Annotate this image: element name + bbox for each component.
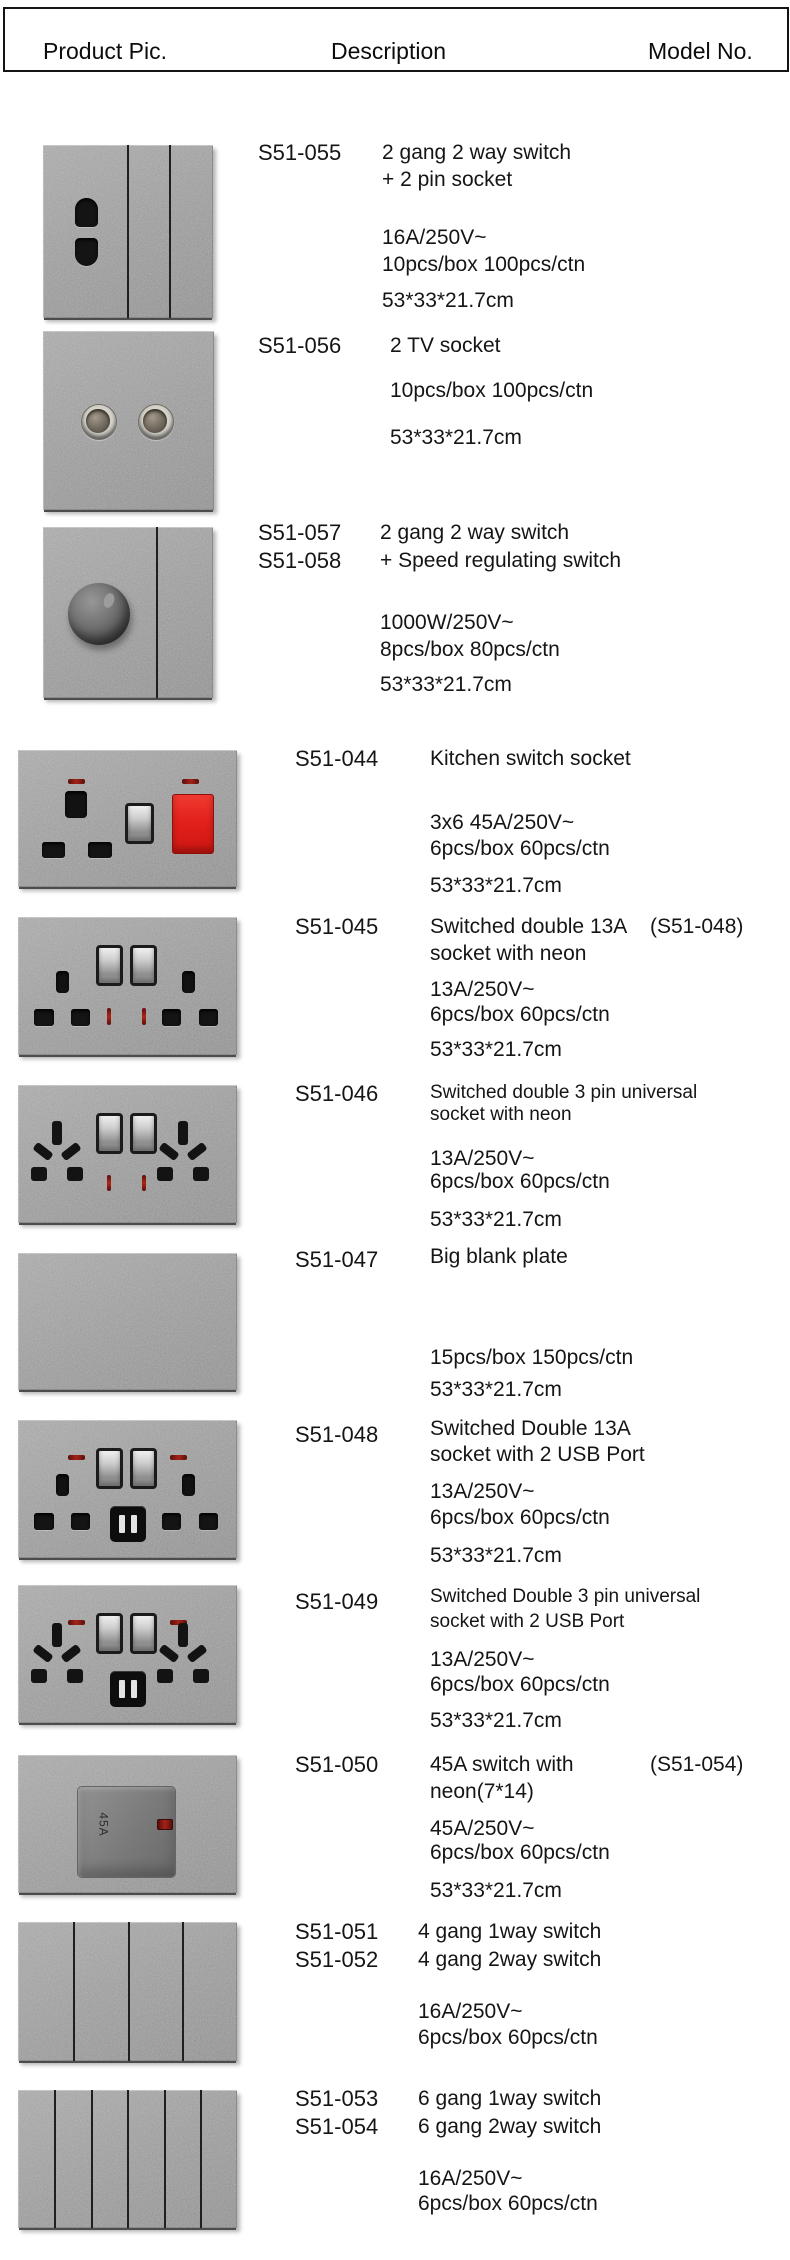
spec-line: 8pcs/box 80pcs/ctn <box>380 638 560 661</box>
universal-earth-slot <box>52 1623 62 1647</box>
pin-slot <box>162 1513 181 1530</box>
model-number: S51-051 <box>295 1919 379 1944</box>
red-rocker-switch <box>172 794 214 854</box>
model-number: S51-048 <box>295 1422 379 1447</box>
spec-line: 3x6 45A/250V~ <box>430 811 575 834</box>
size-line: 53*33*21.7cm <box>430 1208 562 1231</box>
description-line: Kitchen switch socket <box>430 747 631 770</box>
rocker-switch <box>130 945 157 986</box>
rocker-switch <box>130 1613 157 1654</box>
spec-line: 16A/250V~ <box>382 226 487 249</box>
spec-line: 6pcs/box 60pcs/ctn <box>430 1841 610 1864</box>
rocker-switch <box>96 945 123 986</box>
pin-hole-top <box>75 198 98 227</box>
size-line: 53*33*21.7cm <box>380 673 512 696</box>
gang-divider <box>54 2090 56 2228</box>
description-line: Switched double 13A <box>430 915 628 938</box>
spec-line: 1000W/250V~ <box>380 611 514 634</box>
product-image-s51-047 <box>18 1253 237 1390</box>
rocker-switch <box>96 1448 123 1489</box>
spec-line: 13A/250V~ <box>430 978 535 1001</box>
model-number: S51-054 <box>295 2114 379 2139</box>
pin-slot <box>42 842 65 858</box>
spec-line: 6pcs/box 60pcs/ctn <box>418 2192 598 2215</box>
description-line: Switched Double 3 pin universal <box>430 1586 701 1607</box>
spec-line: 13A/250V~ <box>430 1648 535 1671</box>
neon-indicator <box>68 1620 85 1625</box>
usb-port <box>131 1515 137 1533</box>
product-image-s51-056 <box>43 331 214 510</box>
spec-line: 6pcs/box 60pcs/ctn <box>430 1673 610 1696</box>
universal-pin-slot <box>193 1167 209 1181</box>
neon-indicator <box>107 1008 111 1025</box>
description-line: + 2 pin socket <box>382 168 513 191</box>
product-image-s51-045 <box>18 917 237 1055</box>
product-image-s51-044 <box>18 750 237 887</box>
model-number: S51-049 <box>295 1589 379 1614</box>
universal-earth-slot <box>178 1623 188 1647</box>
gang-divider <box>169 145 171 318</box>
universal-pin-slot <box>31 1669 47 1683</box>
description-line: socket with 2 USB Port <box>430 1611 625 1632</box>
neon-indicator <box>182 779 199 784</box>
spec-line: 6pcs/box 60pcs/ctn <box>430 1003 610 1026</box>
spec-line: 10pcs/box 100pcs/ctn <box>382 253 586 276</box>
description-line: 6 gang 1way switch <box>418 2087 602 2110</box>
product-image-s51-046 <box>18 1085 237 1223</box>
universal-pin-slot <box>157 1669 173 1683</box>
model-number: S51-044 <box>295 746 379 771</box>
description-line: Big blank plate <box>430 1245 568 1268</box>
model-number: S51-045 <box>295 914 379 939</box>
model-number: S51-058 <box>258 548 342 573</box>
description-line: 2 gang 2 way switch <box>382 141 572 164</box>
earth-pin-slot <box>56 1474 69 1496</box>
neon-indicator <box>68 779 85 784</box>
spec-line: 13A/250V~ <box>430 1147 535 1170</box>
spec-line: 15pcs/box 150pcs/ctn <box>430 1346 634 1369</box>
size-line: 53*33*21.7cm <box>382 289 514 312</box>
column-header-model-no: Model No. <box>648 38 753 64</box>
usb-port <box>119 1515 125 1533</box>
product-image-s51-049 <box>18 1585 237 1723</box>
universal-pin-slot <box>157 1167 173 1181</box>
gang-divider <box>164 2090 166 2228</box>
gang-divider <box>73 1922 75 2061</box>
pin-slot <box>162 1009 181 1026</box>
pin-slot <box>199 1513 218 1530</box>
plate-texture <box>18 1253 237 1390</box>
pin-slot <box>199 1009 218 1026</box>
usb-port-block <box>110 1506 146 1542</box>
description-line: 2 gang 2 way switch <box>380 521 570 544</box>
rocker-switch <box>130 1113 157 1154</box>
earth-pin-slot <box>182 971 195 993</box>
description-line: 2 TV socket <box>390 334 501 357</box>
pin-hole-bottom <box>75 238 98 266</box>
product-image-s51-057 <box>43 527 213 698</box>
universal-earth-slot <box>178 1121 188 1145</box>
universal-earth-slot <box>52 1121 62 1145</box>
dimmer-knob <box>68 583 130 645</box>
description-line: 45A switch with <box>430 1753 574 1776</box>
product-image-s51-050 <box>18 1755 237 1893</box>
knob-highlight <box>102 592 116 609</box>
description-line: 6 gang 2way switch <box>418 2115 602 2138</box>
column-header-product-pic: Product Pic. <box>43 38 167 64</box>
description-line: 4 gang 2way switch <box>418 1948 602 1971</box>
size-line: 53*33*21.7cm <box>430 1709 562 1732</box>
model-number: S51-047 <box>295 1247 379 1272</box>
universal-angled-slot <box>186 1644 207 1663</box>
model-number: S51-052 <box>295 1947 379 1972</box>
model-number: S51-057 <box>258 520 342 545</box>
universal-angled-slot <box>186 1142 207 1161</box>
rocker-switch <box>125 803 154 844</box>
universal-pin-slot <box>193 1669 209 1683</box>
description-line: socket with neon <box>430 942 587 965</box>
gang-divider <box>128 1922 130 2061</box>
45a-rocker-switch <box>78 1787 175 1877</box>
size-line: 53*33*21.7cm <box>390 426 522 449</box>
pin-slot <box>34 1009 54 1026</box>
universal-angled-slot <box>60 1644 81 1663</box>
coax-socket <box>138 404 174 440</box>
description-line: socket with neon <box>430 1104 572 1125</box>
gang-divider <box>127 2090 129 2228</box>
model-number: S51-050 <box>295 1752 379 1777</box>
model-number: S51-056 <box>258 333 342 358</box>
plate-texture <box>18 917 237 1055</box>
rocker-switch <box>96 1613 123 1654</box>
universal-angled-slot <box>60 1142 81 1161</box>
universal-pin-slot <box>67 1167 83 1181</box>
description-line: 4 gang 1way switch <box>418 1920 602 1943</box>
size-line: 53*33*21.7cm <box>430 1038 562 1061</box>
column-header-description: Description <box>331 38 447 64</box>
plate-texture <box>43 331 214 510</box>
spec-line: 6pcs/box 60pcs/ctn <box>430 1506 610 1529</box>
45a-label: 45A <box>96 1812 111 1837</box>
spec-line: 16A/250V~ <box>418 2167 523 2190</box>
pin-slot <box>71 1513 90 1530</box>
product-image-s51-055 <box>43 145 213 318</box>
neon-indicator <box>107 1175 111 1191</box>
usb-port-block <box>110 1671 146 1707</box>
model-number: S51-053 <box>295 2086 379 2111</box>
gang-divider <box>200 2090 202 2228</box>
gang-divider <box>127 145 129 318</box>
product-image-s51-051 <box>18 1922 237 2061</box>
coax-pin-recess <box>86 409 110 433</box>
usb-port <box>119 1680 125 1698</box>
universal-angled-slot <box>158 1142 179 1161</box>
neon-indicator <box>157 1819 173 1830</box>
spec-line: 6pcs/box 60pcs/ctn <box>430 1170 610 1193</box>
universal-angled-slot <box>32 1142 53 1161</box>
universal-angled-slot <box>32 1644 53 1663</box>
size-line: 53*33*21.7cm <box>430 1378 562 1401</box>
pin-slot <box>34 1513 54 1530</box>
neon-indicator <box>142 1008 146 1025</box>
gang-divider <box>91 2090 93 2228</box>
description-line: socket with 2 USB Port <box>430 1443 645 1466</box>
coax-pin-recess <box>143 409 167 433</box>
spec-line: 10pcs/box 100pcs/ctn <box>390 379 594 402</box>
description-line: neon(7*14) <box>430 1780 534 1803</box>
gang-divider <box>182 1922 184 2061</box>
spec-line: 16A/250V~ <box>418 2000 523 2023</box>
description-line: + Speed regulating switch <box>380 549 622 572</box>
description-line: Switched double 3 pin universal <box>430 1082 698 1103</box>
neon-indicator <box>170 1455 187 1460</box>
pin-slot <box>88 842 112 858</box>
gang-divider <box>156 527 158 698</box>
model-note: (S51-048) <box>650 915 744 938</box>
product-image-s51-053 <box>18 2090 237 2228</box>
spec-line: 6pcs/box 60pcs/ctn <box>430 837 610 860</box>
rocker-switch <box>130 1448 157 1489</box>
size-line: 53*33*21.7cm <box>430 874 562 897</box>
spec-line: 13A/250V~ <box>430 1480 535 1503</box>
description-line: Switched Double 13A <box>430 1417 631 1440</box>
pin-slot <box>71 1009 90 1026</box>
neon-indicator <box>68 1455 85 1460</box>
product-image-s51-048 <box>18 1420 237 1558</box>
rocker-switch <box>96 1113 123 1154</box>
coax-socket <box>81 404 117 440</box>
universal-pin-slot <box>31 1167 47 1181</box>
spec-line: 6pcs/box 60pcs/ctn <box>418 2026 598 2049</box>
earth-pin-slot <box>182 1474 195 1496</box>
universal-pin-slot <box>67 1669 83 1683</box>
model-note: (S51-054) <box>650 1753 744 1776</box>
model-number: S51-046 <box>295 1081 379 1106</box>
usb-port <box>131 1680 137 1698</box>
size-line: 53*33*21.7cm <box>430 1544 562 1567</box>
earth-pin-slot <box>65 791 87 818</box>
universal-angled-slot <box>158 1644 179 1663</box>
spec-line: 45A/250V~ <box>430 1817 535 1840</box>
size-line: 53*33*21.7cm <box>430 1879 562 1902</box>
model-number: S51-055 <box>258 140 342 165</box>
earth-pin-slot <box>56 971 69 993</box>
neon-indicator <box>142 1175 146 1191</box>
